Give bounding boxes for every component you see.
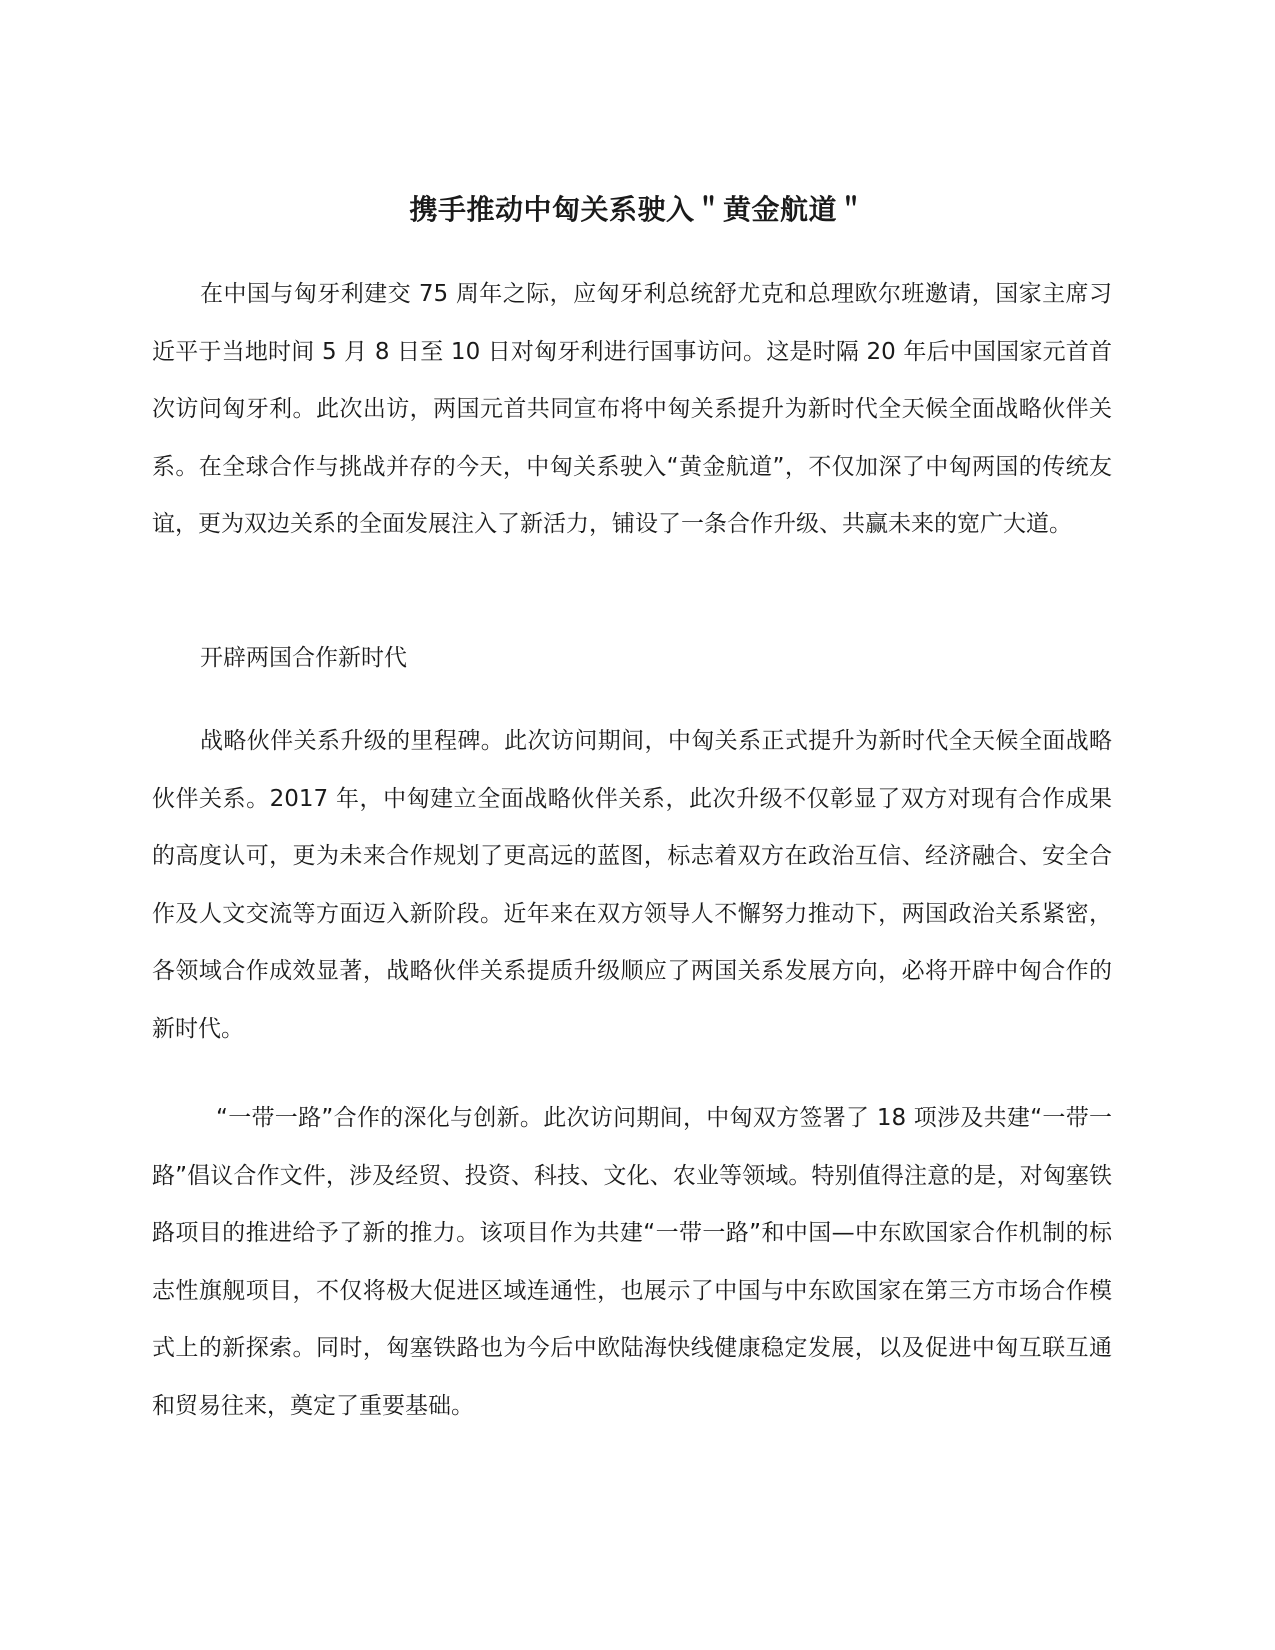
belt-and-road-paragraph: “一带一路”合作的深化与创新。此次访问期间，中匈双方签署了 18 项涉及共建“一带一路”倡议合作文件，涉及经贸、投资、科技、文化、农业等领域。特别值得注意的是，对匈塞铁路项目的推进给予了新的推力。该项目作为共建“一带一路”和中国—中东欧国家合作机制的标志性旗舰项目，不仅将极大促进区域连通性，也展示了中国与中东欧国家在第三方市场合作模式上的新探索。同时，匈塞铁路也为今后中欧陆海快线健康稳定发展，以及促进中匈互联互通和贸易往来，奠定了重要基础。 bbox=[152, 1105, 1112, 1419]
article-title: 携手推动中匈关系驶入＂黄金航道＂ bbox=[409, 193, 866, 226]
intro-paragraph: 在中国与匈牙利建交 75 周年之际，应匈牙利总统舒尤克和总理欧尔班邀请，国家主席习近平于当地时间 5 月 8 日至 10 日对匈牙利进行国事访问。这是时隔 20 年后中国国家元首首次访问匈牙利。此次出访，两国元首共同宣布将中匈关系提升为新时代全天候全面战略伙伴关系。在全球合作与挑战并存的今天，中匈关系驶入“黄金航道”，不仅加深了中匈两国的传统友谊，更为双边关系的全面发展注入了新活力，铺设了一条合作升级、共赢未来的宽广大道。 bbox=[152, 281, 1112, 537]
strategic-partnership-paragraph: 战略伙伴关系升级的里程碑。此次访问期间，中匈关系正式提升为新时代全天候全面战略伙伴关系。2017 年，中匈建立全面战略伙伴关系，此次升级不仅彰显了双方对现有合作成果的高度认可，更为未来合作规划了更高远的蓝图，标志着双方在政治互信、经济融合、安全合作及人文交流等方面迈入新阶段。近年来在双方领导人不懈努力推动下，两国政治关系紧密，各领域合作成效显著，战略伙伴关系提质升级顺应了两国关系发展方向，必将开辟中匈合作的新时代。 bbox=[152, 728, 1112, 1042]
section-heading: 开辟两国合作新时代 bbox=[200, 645, 407, 671]
